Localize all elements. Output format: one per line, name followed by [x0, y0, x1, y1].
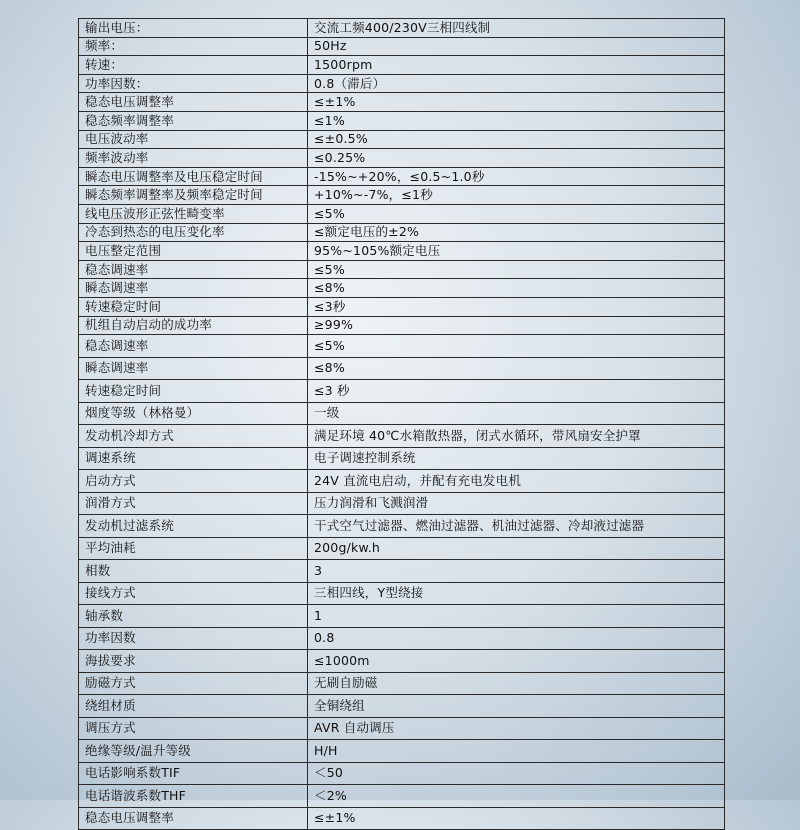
spec-table: [78, 18, 725, 830]
table-row: [79, 149, 725, 168]
spec-label-cell: 线电压波形正弦性畸变率: [79, 204, 308, 223]
table-row: [79, 560, 725, 583]
spec-value-cell: 一级: [308, 402, 725, 425]
spec-label-cell: 启动方式: [79, 470, 308, 493]
table-row: [79, 74, 725, 93]
spec-value-cell: 1: [308, 605, 725, 628]
table-row: [79, 223, 725, 242]
spec-value-cell: H/H: [308, 740, 725, 763]
spec-value-cell: ≤±1%: [308, 807, 725, 830]
spec-value-cell: ≤额定电压的±2%: [308, 223, 725, 242]
spec-label-cell: 电压整定范围: [79, 242, 308, 261]
spec-value-cell: 0.8（滞后）: [308, 74, 725, 93]
table-row: [79, 717, 725, 740]
spec-label-cell: 烟度等级（林格曼）: [79, 402, 308, 425]
spec-label-cell: 功率因数：: [79, 74, 308, 93]
spec-label-cell: 稳态电压调整率: [79, 807, 308, 830]
spec-value-cell: +10%~-7%，≤1秒: [308, 186, 725, 205]
spec-label-cell: 频率：: [79, 37, 308, 56]
table-row: [79, 672, 725, 695]
spec-label-cell: 转速：: [79, 56, 308, 75]
table-row: [79, 740, 725, 763]
spec-value-cell: ＜2%: [308, 785, 725, 808]
table-row: [79, 380, 725, 403]
spec-value-cell: ≤±1%: [308, 93, 725, 112]
spec-value-cell: 交流工频400/230V三相四线制: [308, 19, 725, 38]
spec-value-cell: ≤8%: [308, 357, 725, 380]
spec-label-cell: 相数: [79, 560, 308, 583]
spec-label-cell: 功率因数: [79, 627, 308, 650]
table-row: [79, 186, 725, 205]
spec-label-cell: 稳态调速率: [79, 260, 308, 279]
table-row: [79, 93, 725, 112]
spec-value-cell: ≤±0.5%: [308, 130, 725, 149]
spec-label-cell: 调速系统: [79, 447, 308, 470]
spec-value-cell: ≤3秒: [308, 297, 725, 316]
spec-label-cell: 频率波动率: [79, 149, 308, 168]
spec-label-cell: 绕组材质: [79, 695, 308, 718]
spec-label-cell: 瞬态频率调整率及频率稳定时间: [79, 186, 308, 205]
table-row: [79, 56, 725, 75]
spec-value-cell: 三相四线，Y型绕接: [308, 582, 725, 605]
spec-value-cell: ≤0.25%: [308, 149, 725, 168]
spec-label-cell: 接线方式: [79, 582, 308, 605]
spec-value-cell: ≥99%: [308, 316, 725, 335]
spec-label-cell: 发动机过滤系统: [79, 515, 308, 538]
spec-value-cell: 3: [308, 560, 725, 583]
table-row: [79, 335, 725, 358]
spec-label-cell: 稳态频率调整率: [79, 111, 308, 130]
table-row: [79, 130, 725, 149]
table-row: [79, 582, 725, 605]
table-row: [79, 807, 725, 830]
table-row: [79, 785, 725, 808]
table-row: [79, 627, 725, 650]
spec-table-body: [79, 19, 725, 830]
spec-label-cell: 调压方式: [79, 717, 308, 740]
spec-label-cell: 瞬态调速率: [79, 279, 308, 298]
spec-label-cell: 电话谐波系数THF: [79, 785, 308, 808]
spec-value-cell: 24V 直流电启动，并配有充电发电机: [308, 470, 725, 493]
spec-value-cell: ≤8%: [308, 279, 725, 298]
table-row: [79, 515, 725, 538]
spec-value-cell: 1500rpm: [308, 56, 725, 75]
table-row: [79, 357, 725, 380]
table-row: [79, 167, 725, 186]
spec-label-cell: 转速稳定时间: [79, 380, 308, 403]
table-row: [79, 204, 725, 223]
spec-value-cell: 满足环境 40℃水箱散热器，闭式水循环，带风扇安全护罩: [308, 425, 725, 448]
spec-value-cell: 干式空气过滤器、燃油过滤器、机油过滤器、冷却液过滤器: [308, 515, 725, 538]
table-row: [79, 242, 725, 261]
spec-label-cell: 输出电压：: [79, 19, 308, 38]
spec-label-cell: 瞬态电压调整率及电压稳定时间: [79, 167, 308, 186]
table-row: [79, 260, 725, 279]
spec-value-cell: 50Hz: [308, 37, 725, 56]
spec-label-cell: 励磁方式: [79, 672, 308, 695]
spec-value-cell: ＜50: [308, 762, 725, 785]
spec-label-cell: 转速稳定时间: [79, 297, 308, 316]
spec-value-cell: ≤5%: [308, 204, 725, 223]
spec-label-cell: 轴承数: [79, 605, 308, 628]
table-row: [79, 695, 725, 718]
table-row: [79, 650, 725, 673]
spec-value-cell: 0.8: [308, 627, 725, 650]
table-row: [79, 537, 725, 560]
spec-value-cell: 无刷自励磁: [308, 672, 725, 695]
spec-value-cell: -15%~+20%，≤0.5~1.0秒: [308, 167, 725, 186]
table-row: [79, 425, 725, 448]
table-row: [79, 492, 725, 515]
spec-value-cell: 压力润滑和飞溅润滑: [308, 492, 725, 515]
spec-value-cell: ≤3 秒: [308, 380, 725, 403]
table-row: [79, 470, 725, 493]
spec-label-cell: 电话影响系数TIF: [79, 762, 308, 785]
table-row: [79, 447, 725, 470]
spec-value-cell: 200g/kw.h: [308, 537, 725, 560]
spec-label-cell: 发动机冷却方式: [79, 425, 308, 448]
table-row: [79, 279, 725, 298]
spec-label-cell: 瞬态调速率: [79, 357, 308, 380]
spec-value-cell: ≤1000m: [308, 650, 725, 673]
spec-label-cell: 机组自动启动的成功率: [79, 316, 308, 335]
spec-label-cell: 平均油耗: [79, 537, 308, 560]
spec-value-cell: 95%~105%额定电压: [308, 242, 725, 261]
spec-label-cell: 绝缘等级/温升等级: [79, 740, 308, 763]
spec-value-cell: 电子调速控制系统: [308, 447, 725, 470]
spec-value-cell: ≤5%: [308, 335, 725, 358]
spec-label-cell: 电压波动率: [79, 130, 308, 149]
table-row: [79, 605, 725, 628]
spec-label-cell: 稳态电压调整率: [79, 93, 308, 112]
table-row: [79, 19, 725, 38]
table-row: [79, 111, 725, 130]
table-row: [79, 402, 725, 425]
table-row: [79, 37, 725, 56]
spec-label-cell: 稳态调速率: [79, 335, 308, 358]
spec-label-cell: 海拔要求: [79, 650, 308, 673]
spec-value-cell: ≤5%: [308, 260, 725, 279]
spec-value-cell: AVR 自动调压: [308, 717, 725, 740]
spec-value-cell: ≤1%: [308, 111, 725, 130]
table-row: [79, 297, 725, 316]
spec-label-cell: 冷态到热态的电压变化率: [79, 223, 308, 242]
table-row: [79, 316, 725, 335]
table-row: [79, 762, 725, 785]
spec-label-cell: 润滑方式: [79, 492, 308, 515]
spec-value-cell: 全铜绕组: [308, 695, 725, 718]
